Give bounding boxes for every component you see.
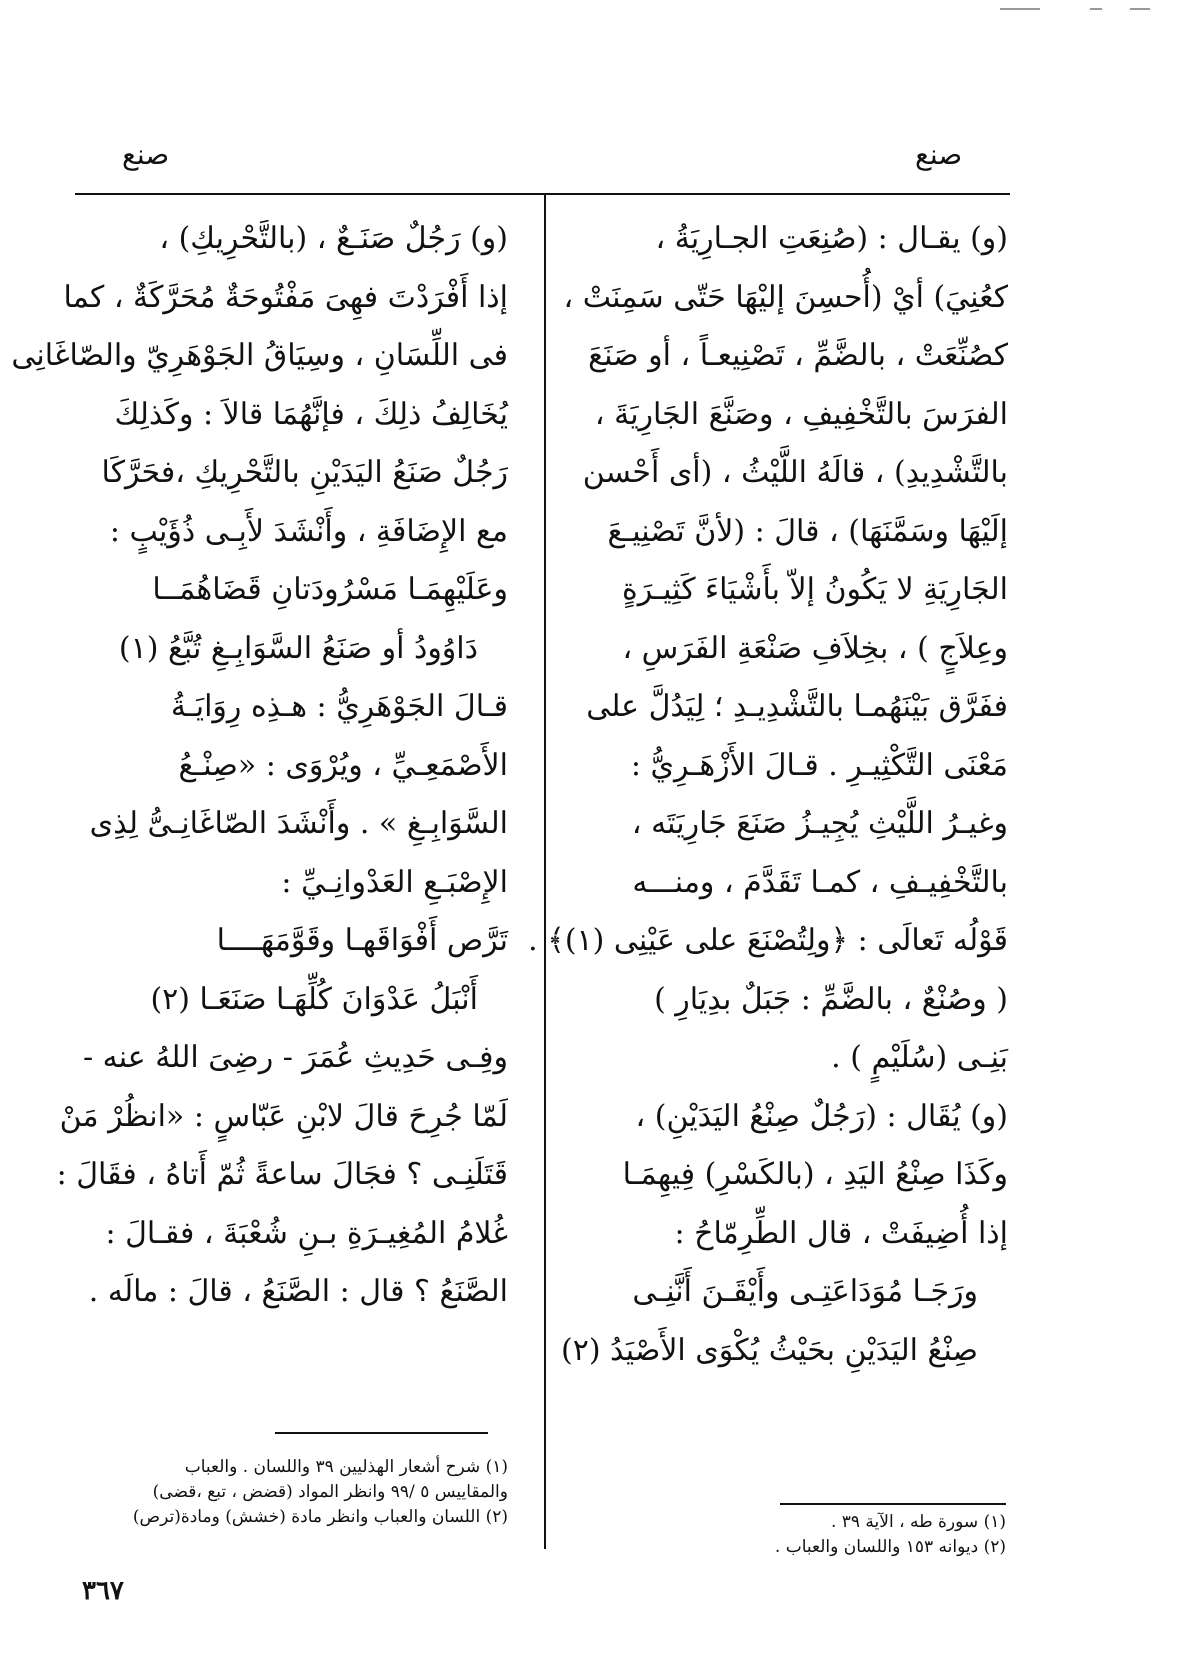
footnotes-left (48, 1455, 508, 1530)
text-line: مع الإِضَافَةِ ، وأَنْشَدَ لأَبِـى ذُؤَيْبٍ : (109, 513, 508, 549)
text-line: (و) يقـال : (صُنِعَتِ الجـارِيَةُ ، (655, 221, 1008, 256)
left-column (11, 210, 508, 1322)
right-column (528, 210, 1008, 1380)
text-line: بَنِـى (سُلَيْمٍ ) . (831, 1040, 1008, 1075)
scan-mark (1130, 8, 1150, 10)
footnote: (٢) اللسان والعباب وانظر مادة (خشش) ومادة(ترص) (132, 1507, 508, 1527)
text-line: الفرَسَ بالتَّخْفِيفِ ، وصَنَّعَ الجَارِيَةَ ، (594, 396, 1008, 432)
text-line: وعِلاَجٍ ) ، بخِلاَفِ صَنْعَةِ الفَرَسِ ، (622, 630, 1008, 666)
header-rule (75, 193, 1010, 195)
footnote: (٢) ديوانه ١٥٣ واللسان والعباب . (774, 1537, 1006, 1557)
text-line: الصَّنَعُ ؟ قال : الصَّنَعُ ، قالَ : مالَه . (88, 1274, 508, 1309)
text-line: إذا أُضِيفَتْ ، قال الطِّرِمّاحُ : (674, 1215, 1008, 1251)
text-line: قَوْلُه تَعالَى : ﴿ولِتُصْنَعَ على عَيْنِى (١)﴾ . (528, 923, 1008, 958)
verse-line: وعَلَيْهِمَـا مَسْرُودَتانِ قَضَاهُمَــا (152, 572, 508, 607)
text-line: إلَيْهَا وسَمَّنَهَا) ، قالَ : (لأنَّ تَصْنِيـعَ (607, 513, 1008, 549)
text-line: لَمّا جُرِحَ قالَ لابْنِ عَبّاسٍ : «انظُرْ مَنْ (59, 1098, 508, 1134)
verse-line: أَنْبَلُ عَدْوَانَ كُلِّهَـا صَنَعَـا (٢) (150, 981, 478, 1017)
text-line: بالتَّخْفِيـفِ ، كمـا تَقَدَّمَ ، ومنـــه (632, 864, 1008, 900)
footnote-rule (780, 1503, 1006, 1505)
verse-line: صِنْعُ اليَدَيْنِ بحَيْثُ يُكْوَى الأَصْيَدُ (٢) (560, 1332, 978, 1368)
footnotes-right (560, 1510, 1006, 1560)
text-line: قَتَلَنِـى ؟ فجَالَ ساعةً ثُمّ أَتاهُ ، فقَالَ : (56, 1157, 508, 1192)
verse-line: تَرَّص أَفْوَاقَهـا وقَوَّمَهَــــا (216, 923, 508, 958)
text-line: يُخَالِفُ ذلِكَ ، فإنَّهُمَا قالاَ : وكَذلِكَ (114, 396, 508, 432)
text-line: ( وصُنْعٌ ، بالضَّمِّ : جَبَلٌ بدِيَارِ ) (654, 981, 1008, 1017)
text-line: وغيـرُ اللَّيْثِ يُجِيـزُ صَنَعَ جَارِيَتَه ، (631, 806, 1008, 841)
text-line: وفِـى حَدِيثِ عُمَرَ - رضِىَ اللهُ عنه - (82, 1040, 508, 1075)
text-line: قـالَ الجَوْهَرِيُّ : هـذِه رِوَايَـةُ (170, 689, 508, 724)
text-line: الإِصْبَـعِ العَدْوانِـيِّ : (281, 864, 508, 900)
text-line: مَعْنَى التَّكْثِيـرِ . قـالَ الأَزْهَـرِيُّ : (630, 747, 1008, 783)
text-line: غُلامُ المُغِيـرَةِ بـنِ شُعْبَةَ ، فقـالَ : (105, 1215, 508, 1251)
footnote: والمقاييس ٥ /٩٩ وانظر المواد (قضض ، تبع ،قضى) (152, 1482, 508, 1502)
text-line: كعُنِيَ) أيْ (أُحسِنَ إليْهَا حَتّى سَمِنَتْ ، (563, 279, 1008, 315)
text-line: فى اللِّسَانِ ، وسِيَاقُ الجَوْهَرِيّ والصّاغَانِى (11, 338, 508, 373)
verse-line: ورَجَـا مُوَدَاعَتِـى وأَيْقَـنَ أَنَّنِـى (632, 1274, 978, 1309)
footnote: (١) سورة طه ، الآية ٣٩ . (830, 1512, 1006, 1532)
text-line: (و) رَجُلٌ صَنَـعٌ ، (بالتَّحْرِيكِ) ، (159, 221, 508, 256)
text-line: الأَصْمَعِـيِّ ، ويُرْوَى : «صِنْـعُ (178, 747, 508, 783)
text-line: الجَارِيَةِ لا يَكُونُ إلاّ بأَشْيَاءَ كَثِيـرَةٍ (622, 572, 1008, 607)
text-line: ففَرَّق بَيْنَهُمـا بالتَّشْدِيـدِ ؛ لِيَدُلَّ على (586, 689, 1008, 724)
footnote-rule (275, 1432, 488, 1434)
verse-line: دَاوُودُ أو صَنَعُ السَّوَابِـغِ تُبَّعُ (١) (118, 630, 478, 666)
text-line: رَجُلٌ صَنَعُ اليَدَيْنِ بالتَّحْرِيكِ ،فحَرَّكَا (101, 455, 508, 490)
scan-mark (1000, 8, 1040, 10)
text-line: (و) يُقَال : (رَجُلٌ صِنْعُ اليَدَيْنِ) ، (635, 1098, 1008, 1134)
running-header-left: صنع (122, 138, 170, 171)
running-header-right: صنع (915, 138, 963, 171)
column-divider (544, 194, 546, 1549)
text-line: السَّوَابِـغِ » . وأَنْشَدَ الصّاغَانِـىُّ لِذِى (89, 806, 508, 841)
scan-mark (1090, 8, 1102, 10)
page-number: ٣٦٧ (82, 1576, 124, 1606)
text-line: وكَذَا صِنْعُ اليَدِ ، (بالكَسْرِ) فِيهِمَـا (622, 1157, 1008, 1192)
text-line: إذا أَفْرَدْتَ فهِىَ مَفْتُوحَةٌ مُحَرَّكَةٌ ، كما (63, 279, 508, 315)
text-line: كصُنِّعَتْ ، بالضَّمِّ ، تَصْنِيعـاً ، أو صَنَعَ (588, 338, 1008, 373)
footnote: (١) شرح أشعار الهذليين ٣٩ واللسان . والعباب (184, 1457, 508, 1477)
text-line: بالتَّشْدِيدِ) ، قالَهُ اللَّيْثُ ، (أى أَحْسن (582, 455, 1008, 490)
